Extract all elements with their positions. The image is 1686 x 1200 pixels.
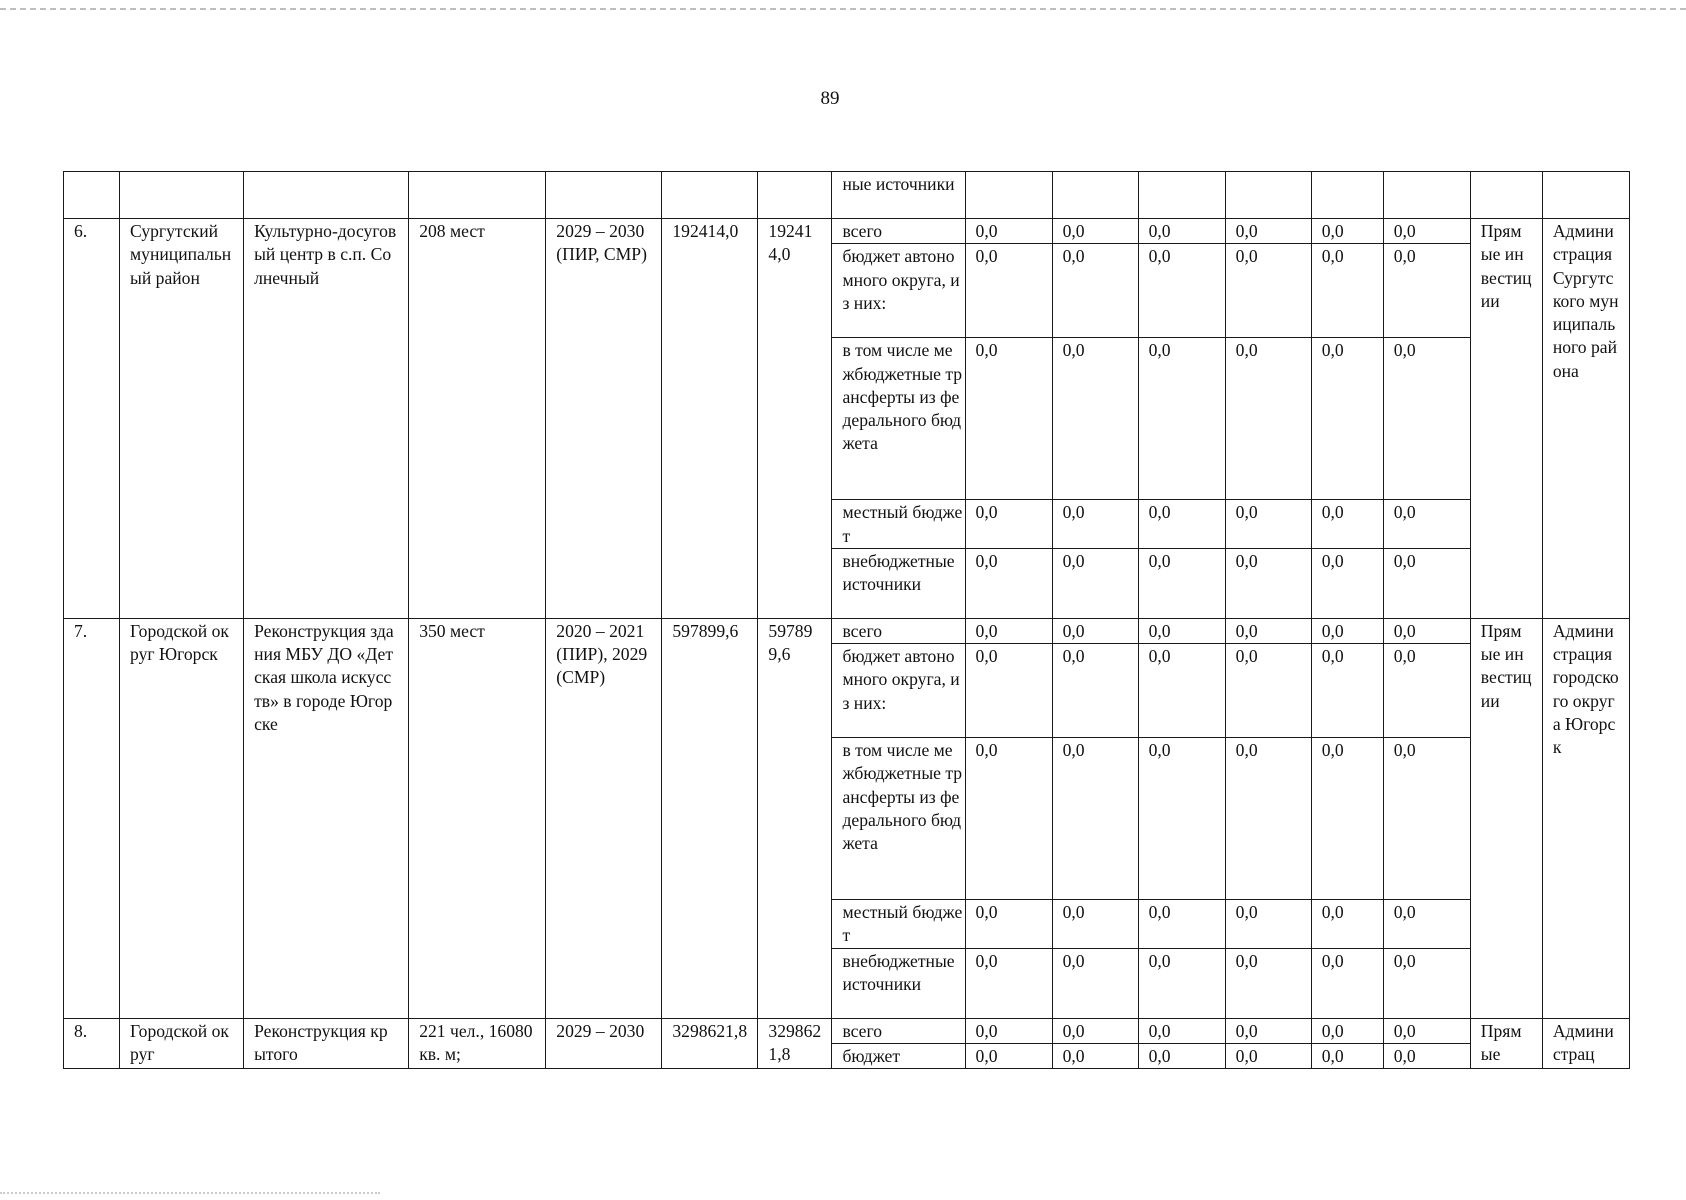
value-cell: 0,0 (1225, 618, 1311, 643)
capacity-cell: 208 мест (409, 219, 546, 619)
value-cell: 0,0 (1311, 948, 1383, 1018)
value-cell: 0,0 (1138, 1044, 1225, 1069)
period-cell: 2029 – 2030 (ПИР, СМР) (546, 219, 662, 619)
value-cell: 0,0 (965, 900, 1052, 949)
value-cell: 0,0 (1138, 738, 1225, 900)
municipality-cell: Городской округ Югорск (120, 618, 244, 1018)
value-cell: 0,0 (1383, 618, 1470, 643)
value-cell: 0,0 (1225, 1018, 1311, 1043)
responsible-cell: Администрация городского округа Югорск (1542, 618, 1629, 1018)
object-cell: Культурно-досуговый центр в с.п. Солнечный (244, 219, 409, 619)
responsible-cell: Администрац (1542, 1018, 1629, 1069)
value-cell: 0,0 (1311, 1044, 1383, 1069)
value-cell: 0,0 (1138, 244, 1225, 338)
source-label: всего (832, 618, 965, 643)
value-cell: 0,0 (1383, 644, 1470, 738)
value-cell: 0,0 (1225, 548, 1311, 618)
municipality-cell: Городской округ (120, 1018, 244, 1069)
value-cell: 0,0 (1225, 948, 1311, 1018)
value-cell: 0,0 (1311, 900, 1383, 949)
value-cell: 0,0 (1225, 1044, 1311, 1069)
value-cell: 0,0 (1383, 1044, 1470, 1069)
value-cell: 0,0 (1311, 500, 1383, 549)
municipality-cell: Сургутский муниципальный район (120, 219, 244, 619)
object-cell: Реконструкция крытого (244, 1018, 409, 1069)
investment-form-cell: Прямые инвестиции (1470, 618, 1542, 1018)
value-cell: 0,0 (1138, 219, 1225, 244)
cost-cell: 3298621,8 (662, 1018, 758, 1069)
source-label: внебюджетные источники (832, 948, 965, 1018)
value-cell: 0,0 (1138, 1018, 1225, 1043)
cost-remaining-cell: 597899,6 (758, 618, 832, 1018)
row-number: 6. (64, 219, 120, 619)
value-cell: 0,0 (1225, 644, 1311, 738)
value-cell: 0,0 (965, 219, 1052, 244)
value-cell: 0,0 (1138, 948, 1225, 1018)
value-cell: 0,0 (965, 738, 1052, 900)
object-cell: Реконструкция здания МБУ ДО «Детская школа искусств» в городе Югорске (244, 618, 409, 1018)
value-cell: 0,0 (1225, 244, 1311, 338)
value-cell: 0,0 (1383, 219, 1470, 244)
investment-form-cell: Прямые инвестиции (1470, 219, 1542, 619)
value-cell: 0,0 (1383, 1018, 1470, 1043)
value-cell: 0,0 (1052, 244, 1138, 338)
value-cell: 0,0 (965, 644, 1052, 738)
cost-remaining-cell: 192414,0 (758, 219, 832, 619)
value-cell: 0,0 (1052, 900, 1138, 949)
source-label: бюджет автономного округа, из них: (832, 244, 965, 338)
value-cell: 0,0 (1311, 738, 1383, 900)
financing-table (63, 171, 1630, 1069)
responsible-cell: Администрация Сургутского муниципального района (1542, 219, 1629, 619)
scan-edge-bottom (0, 1192, 380, 1194)
value-cell: 0,0 (965, 500, 1052, 549)
source-label: в том числе межбюджетные трансферты из федерального бюджета (832, 338, 965, 500)
source-label: в том числе межбюджетные трансферты из федерального бюджета (832, 738, 965, 900)
value-cell: 0,0 (1311, 219, 1383, 244)
row-number: 8. (64, 1018, 120, 1069)
source-label: бюджет автономного округа, из них: (832, 644, 965, 738)
value-cell: 0,0 (965, 244, 1052, 338)
value-cell: 0,0 (1383, 244, 1470, 338)
source-label: всего (832, 219, 965, 244)
cost-cell: 192414,0 (662, 219, 758, 619)
source-label: местный бюджет (832, 900, 965, 949)
row-number: 7. (64, 618, 120, 1018)
scan-edge-top (0, 8, 1686, 10)
value-cell: 0,0 (1383, 500, 1470, 549)
value-cell: 0,0 (1138, 548, 1225, 618)
value-cell: 0,0 (1383, 548, 1470, 618)
value-cell: 0,0 (1138, 644, 1225, 738)
value-cell: 0,0 (1052, 548, 1138, 618)
value-cell: 0,0 (1138, 338, 1225, 500)
capacity-cell: 221 чел., 16080 кв. м; (409, 1018, 546, 1069)
value-cell: 0,0 (965, 618, 1052, 643)
value-cell: 0,0 (965, 338, 1052, 500)
value-cell: 0,0 (1052, 219, 1138, 244)
value-cell: 0,0 (1383, 338, 1470, 500)
value-cell: 0,0 (1138, 618, 1225, 643)
value-cell: 0,0 (1052, 1044, 1138, 1069)
value-cell: 0,0 (1052, 618, 1138, 643)
value-cell: 0,0 (1225, 219, 1311, 244)
value-cell: 0,0 (1311, 548, 1383, 618)
value-cell: 0,0 (965, 1044, 1052, 1069)
source-label: ные источники (832, 172, 965, 219)
value-cell: 0,0 (1383, 738, 1470, 900)
table-row (64, 219, 1630, 244)
value-cell: 0,0 (1052, 500, 1138, 549)
value-cell: 0,0 (1311, 244, 1383, 338)
source-label: бюджет (832, 1044, 965, 1069)
page-number: 89 (820, 88, 840, 109)
value-cell: 0,0 (965, 548, 1052, 618)
capacity-cell: 350 мест (409, 618, 546, 1018)
value-cell: 0,0 (1383, 900, 1470, 949)
cost-remaining-cell: 3298621,8 (758, 1018, 832, 1069)
period-cell: 2029 – 2030 (546, 1018, 662, 1069)
value-cell: 0,0 (1052, 948, 1138, 1018)
value-cell: 0,0 (1225, 338, 1311, 500)
value-cell: 0,0 (1052, 338, 1138, 500)
value-cell: 0,0 (1052, 644, 1138, 738)
value-cell: 0,0 (1225, 500, 1311, 549)
investment-form-cell: Прямые (1470, 1018, 1542, 1069)
value-cell: 0,0 (1052, 1018, 1138, 1043)
value-cell: 0,0 (1311, 644, 1383, 738)
value-cell: 0,0 (1311, 338, 1383, 500)
continuation-row (64, 172, 1630, 219)
value-cell: 0,0 (965, 948, 1052, 1018)
value-cell: 0,0 (1225, 900, 1311, 949)
value-cell: 0,0 (1311, 618, 1383, 643)
value-cell: 0,0 (1138, 500, 1225, 549)
cost-cell: 597899,6 (662, 618, 758, 1018)
period-cell: 2020 – 2021 (ПИР), 2029 (СМР) (546, 618, 662, 1018)
table-row (64, 1018, 1630, 1043)
value-cell: 0,0 (1138, 900, 1225, 949)
table-row (64, 618, 1630, 643)
source-label: местный бюджет (832, 500, 965, 549)
value-cell: 0,0 (965, 1018, 1052, 1043)
value-cell: 0,0 (1052, 738, 1138, 900)
source-label: всего (832, 1018, 965, 1043)
value-cell: 0,0 (1311, 1018, 1383, 1043)
value-cell: 0,0 (1383, 948, 1470, 1018)
value-cell: 0,0 (1225, 738, 1311, 900)
source-label: внебюджетные источники (832, 548, 965, 618)
